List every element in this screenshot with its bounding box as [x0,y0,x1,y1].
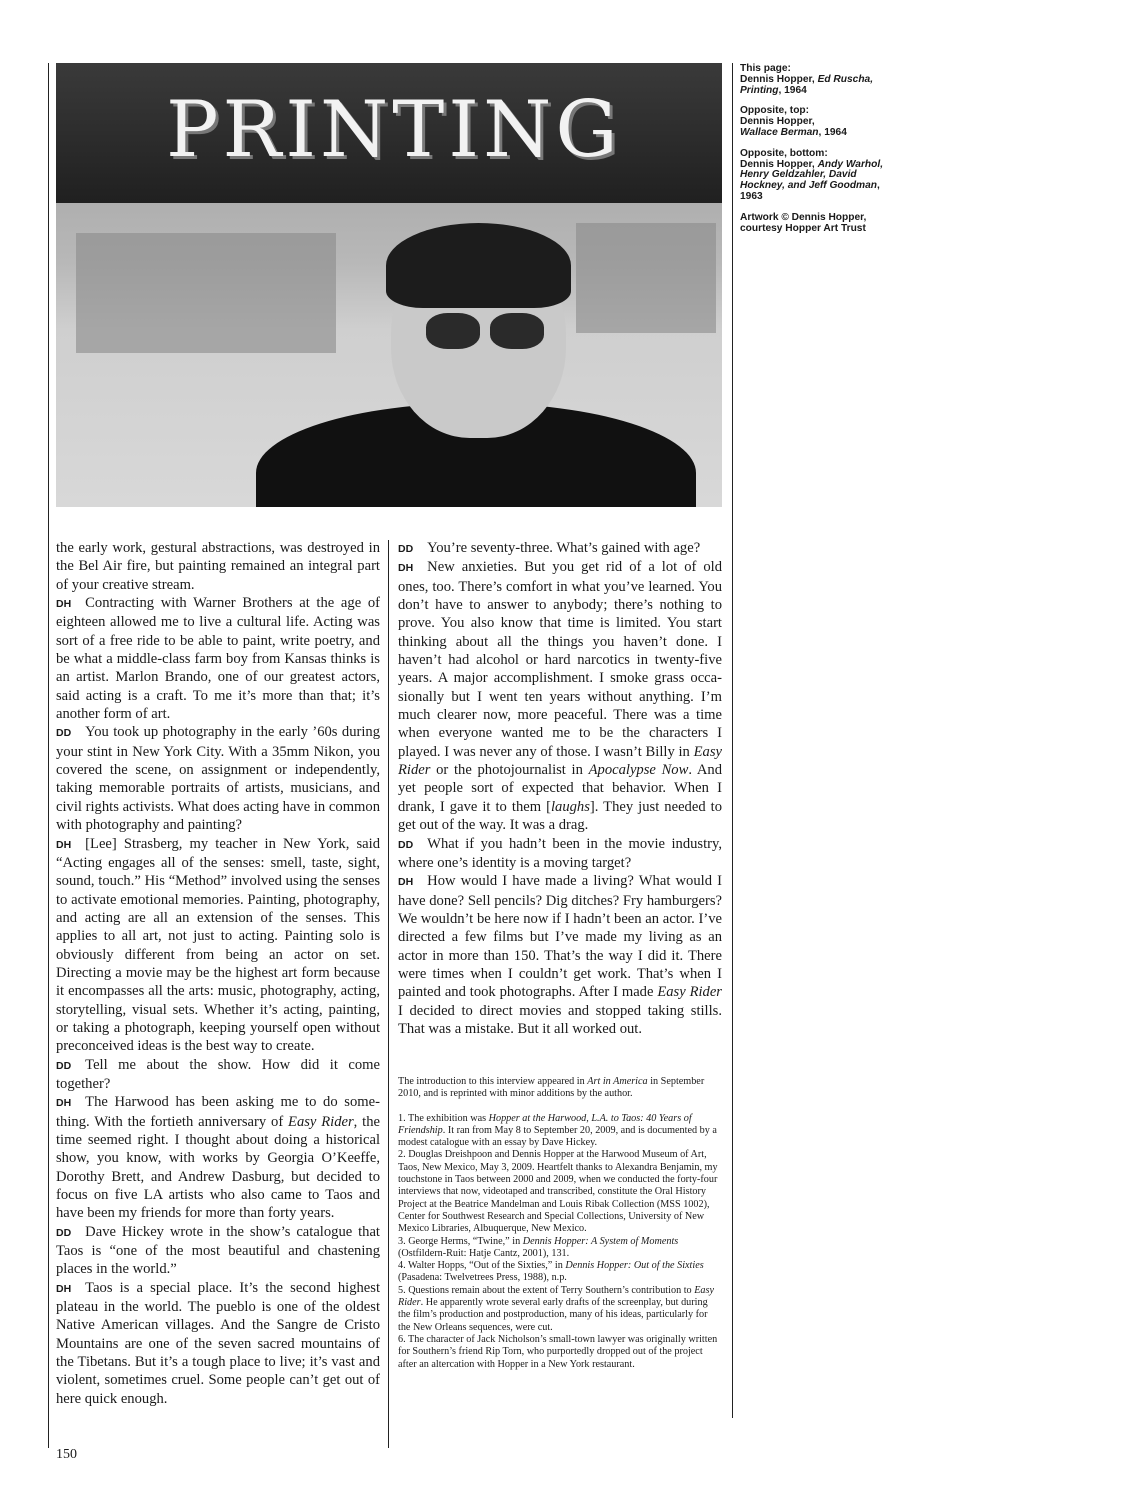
text-run: Contracting with Warner Brothers at the age of eighteen allowed me to live a cultural life. Acting was sort of a free ride to be able to paint, write poetry, and be what a middle-class farm boy from Kansas thinks is an artist. Marlon Brando, one of our greatest actors, said acting is a craft. To me it’s more than that; it’s another form of art. [56,595,380,723]
italic-text: Ed Ruscha, [817,73,874,85]
sunglasses [426,313,546,353]
interview-column-right [398,539,722,1038]
caption [740,106,910,138]
speaker-label: DD [398,838,414,851]
notes-intro [398,1076,722,1101]
text-run: You took up photography in the early ’60s during your stint in New York City. With a 35mm Nikon, you covered the scene, on assignment or independently, taking memorable portraits of artists, musicians, and civil rights activists. What does acting have in common with photography and painting? [56,724,380,834]
background-building [576,223,716,333]
footnote [398,1285,722,1334]
italic-text: Dennis Hopper: A System of Moments [522,1235,679,1247]
speaker-label: DD [56,1059,72,1072]
text-run: The Harwood has been asking me to do something. With the fortieth anniversary of [56,1094,380,1130]
caption [740,149,910,203]
text-run: courtesy Hopper Art Trust [740,222,866,234]
italic-text: Andy Warhol, [817,158,884,170]
speaker-label: DH [56,1282,72,1295]
footnote [398,1149,722,1235]
image-captions [740,64,910,244]
text-run: What if you hadn’t been in the movie industry, where one’s identity is a moving target? [398,835,722,871]
interview-paragraph [398,872,722,1038]
caption-line [740,181,910,192]
text-run: , 1964 [778,84,807,96]
right-rule [732,63,733,1418]
speaker-label: DD [56,727,72,740]
speaker-label: DH [56,838,72,851]
text-run: I decided to direct movies and stopped taking stills. That was a mistake. But it all worked out. [398,1002,722,1037]
interview-paragraph [56,1223,380,1279]
interview-paragraph [56,1279,380,1408]
caption-label: This page: [740,63,791,74]
text-run: 3. George Herms, “Twine,” in [398,1235,523,1247]
column-rule [388,540,389,1448]
italic-text: Wallace Berman [740,126,819,138]
text-run: Dennis Hopper, [740,116,815,128]
italic-text: Hopper at the Harwood, L.A. to Taos: 40 Years of Friendship [398,1112,692,1136]
caption-label: Opposite, bottom: [740,147,828,159]
caption-label: Opposite, top: [740,105,810,117]
interview-paragraph [56,1093,380,1222]
text-run: or the photojournalist in [430,762,589,779]
interview-paragraph [56,723,380,834]
caption-line [740,192,910,203]
text-run: 1. The exhibition was [398,1112,489,1124]
text-run: Taos is a special place. It’s the second highest plateau in the world. The pueblo is one of the oldest Native American villages. And the Sangre de Cristo Mountains are one of the seven sacred mountains of the Tibetans. But it’s a tough place to live; it’s vast and violent, sometimes cruel. Some people can’t get out of here quick enough. [56,1279,380,1407]
text-run: 5. Questions remain about the extent of Terry Southern’s contribution to [398,1284,695,1296]
footnote [398,1334,722,1371]
text-run: 6. The character of Jack Nicholson’s small-town lawyer was originally written for Southern’s friend Rip Torn, who purportedly dropped out of the project after an altercation with Hopper in a New York restaurant. [398,1333,718,1370]
interview-column-left [56,539,380,1408]
speaker-label: DH [56,1097,72,1110]
interview-paragraph [56,835,380,1056]
photograph-ed-ruscha-printing [56,63,722,507]
italic-text: Easy Rider [398,743,722,779]
interview-paragraph [398,558,722,834]
text-run: . He apparently wrote several early drafts of the screenplay, but during the film’s production and postproduction, many of his ideas, particularly for the New Orleans sequences, were cut. [398,1297,708,1333]
text-run: , [877,180,880,192]
text-run: Dennis Hopper, [740,158,818,170]
italic-text: Hockney, and Jeff Goodman [740,180,877,192]
italic-text: Art in America [587,1076,648,1087]
interview-paragraph [56,594,380,723]
footnotes [398,1076,722,1371]
footnote [398,1260,722,1285]
speaker-label: DD [398,543,414,555]
text-run: How would I have made a living? What would I have done? Sell pencils? Dig ditches? Fry hamburgers? We wouldn’t be here now if I hadn’t been an actor. I’ve directed a few films but I’ve made my living as an actor in more than 150. That’s the way I did it. There were times when I couldn’t get work. That’s when I painted and took photographs. After I made [398,873,722,1001]
text-run: the early work, gestural abstractions, was destroyed in the Bel Air fire, but painting remained an integral part of your creative stream. [56,540,380,593]
speaker-label: DH [56,598,72,611]
text-run: in September 2010, and is reprinted with minor additions by the author. [398,1076,705,1100]
text-run: [Lee] Strasberg, my teacher in New York, said “Acting engages all of the senses: smell, taste, sight, sound, touch.” His “Method” involved using the senses to activate emotional memories. Painting, photography, and acting are all an extension of the senses. This applies to all art, not just to acting. Painting solo is obviously different from being an actor on set. Directing a movie may be the highest art form because it encompasses all the arts: music, photography, acting, storytelling, visual sets. Whether it’s acting, painting, or taking a photograph, keeping yourself open without preconceived ideas is the best way to create. [56,835,380,1055]
page-number: 150 [56,1447,77,1462]
text-run: 4. Walter Hopps, “Out of the Sixties,” in [398,1260,566,1272]
italic-text: Easy Rider [657,984,722,1001]
text-run: You’re seventy-three. What’s gained with age? [427,540,701,556]
speaker-label: DD [56,1226,72,1239]
caption [740,213,910,235]
italic-text: Henry Geldzahler, David [740,169,857,181]
text-run: (Pasadena: Twelvetrees Press, 1988), n.p. [398,1272,567,1284]
italic-text: Apocalypse Now [588,762,689,779]
speaker-label: DH [398,562,414,575]
footnote [398,1236,722,1261]
text-run: , the time seemed right. I thought about doing a historical show, you know, with works by Georgia O’Keeffe, Dorothy Brett, and Andrew Dasburg, but decided to focus on five LA artists who also came to Taos and have been my friends for more than forty years. [56,1113,380,1222]
interview-paragraph [56,539,380,594]
background-building [76,233,336,353]
text-run: 2. Douglas Dreishpoon and Dennis Hopper at the Harwood Museum of Art, Taos, New Mexico, May 3, 2009. Heartfelt thanks to Alexandra Benjamin, my touchstone in Taos between 2000 and 2009, when we conducted the forty-four interviews that now, videotaped and transcribed, constitute the Oral History Project at the Beatrice Mandelman and Louis Ribak Collection (MSS 1002), Center for Southwest Research and Special Collections, University of New Mexico Libraries, Albuquerque, New Mexico. [398,1149,718,1235]
interview-paragraph [398,539,722,558]
text-run: . And yet people sort of expected that behavior. When I drank, I gave it to them [ [398,762,723,815]
text-run: ]. They just needed to get out of the way. It was a drag. [398,798,722,834]
italic-text: Dennis Hopper: Out of the Sixties [565,1260,704,1272]
text-run: 1963 [740,190,763,202]
text-run: Tell me about the show. How did it come together? [56,1056,380,1092]
italic-text: laughs [550,798,590,815]
speaker-label: DH [398,876,414,889]
text-run: , 1964 [818,126,847,138]
caption [740,64,910,96]
caption-line [740,128,910,139]
italic-text: Printing [740,84,779,96]
sign-lettering: PRINTING [166,85,622,175]
footnote [398,1113,722,1150]
caption-line [740,224,910,235]
printing-sign [56,63,722,203]
interview-paragraph [56,1056,380,1094]
caption-label: Artwork © Dennis Hopper, [740,211,867,223]
text-run: (Ostfildern-Ruit: Hatje Cantz, 2001), 131. [398,1247,570,1259]
text-run: The introduction to this interview appeared in [398,1076,588,1087]
text-run: Dennis Hopper, [740,73,818,85]
text-run: Dave Hickey wrote in the show’s catalogue that Taos is “one of the most beautiful and chastening places in the world.” [56,1223,380,1278]
italic-text: Easy Rider [398,1284,714,1309]
italic-text: Easy Rider [288,1113,354,1130]
text-run: . It ran from May 8 to September 20, 2009, and is documented by a modest catalogue with an essay by Dave Hickey. [398,1124,717,1149]
caption-line [740,86,910,97]
interview-paragraph [398,835,722,873]
text-run: New anxieties. But you get rid of a lot of old ones, too. There’s comfort in what you’ve learned. You don’t have to answer to anybody; there’s nothing to prove. You also know that time is limited. You start thinking about all the things you haven’t done. I haven’t had alcohol or hard narcotics in twenty-five years. A major accomplishment. I smoke grass occasionally but I went ten years without anything. I’m much clearer now, more peaceful. There was a time when everyone wanted me to be the characters I played. I was never any of those. I wasn’t Billy in [398,559,722,760]
figure-hair [386,223,571,308]
left-rule [48,63,49,1448]
